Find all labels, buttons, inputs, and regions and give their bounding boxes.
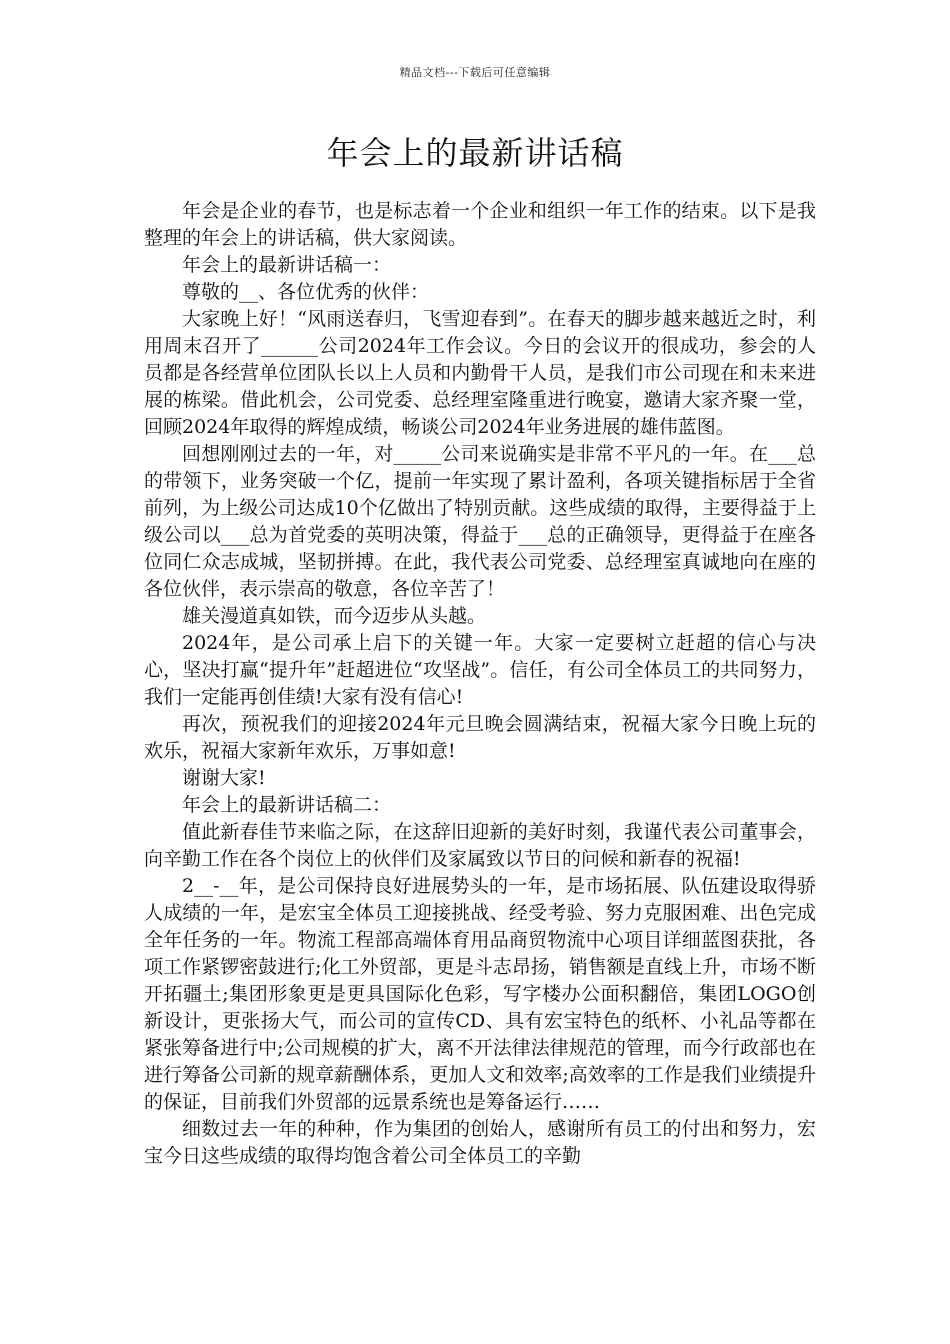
paragraph-new-year-greeting: 值此新春佳节来临之际，在这辞旧迎新的美好时刻，我谨代表公司董事会，向辛勤工作在各个岗位上的伙伴们及家属致以节日的问候和新春的祝福! xyxy=(144,821,816,870)
paragraph-review: 回想刚刚过去的一年，对_____公司来说确实是非常不平凡的一年。在___总的带领下，业务突破一个亿，提前一年实现了累计盈利，各项关键指标居于全省前列，为上级公司达成10个亿做出了特别贡献。这些成绩的取得，主要得益于上级公司以___总为首党委的英明决策，得益于___总的正确领导，更得益于在座各位同仁众志成城，坚韧拼搏。在此，我代表公司党委、总经理室真诚地向在座的各位伙伴，表示崇高的敬意，各位辛苦了！ xyxy=(144,443,816,600)
paragraph-quote: 雄关漫道真如铁，而今迈步从头越。 xyxy=(182,605,487,627)
paragraph-thanks: 谢谢大家! xyxy=(182,767,266,789)
paragraph-achievements: 2__-__年，是公司保持良好进展势头的一年，是市场拓展、队伍建设取得骄人成绩的一年，是宏宝全体员工迎接挑战、经受考验、努力克服困难、出色完成全年任务的一年。物流工程部高端体育用品商贸物流中心项目详细蓝图获批，各项工作紧锣密鼓进行;化工外贸部，更是斗志昂扬，销售额是直线上升，市场不断开拓疆土;集团形象更是更具国际化色彩，写字楼办公面积翻倍，集团LOGO创新设计，更张扬大气，而公司的宣传CD、具有宏宝特色的纸杯、小礼品等都在紧张筹备进行中;公司规模的扩大，离不开法律法律规范的管理，而今行政部也在进行筹备公司新的规章薪酬体系，更加人文和效率;高效率的工作是我们业绩提升的保证，目前我们外贸部的远景系统也是筹备运行…… xyxy=(144,875,816,1113)
paragraph-intro: 年会是企业的春节，也是标志着一个企业和组织一年工作的结束。以下是我整理的年会上的讲话稿，供大家阅读。 xyxy=(144,200,816,249)
paragraph-salutation: 尊敬的__、各位优秀的伙伴： xyxy=(182,281,430,303)
document-body xyxy=(144,198,816,1170)
paragraph-outlook: 2024年，是公司承上启下的关键一年。大家一定要树立赶超的信心与决心，坚决打赢“提升年”赶超进位“攻坚战”。信任，有公司全体员工的共同努力，我们一定能再创佳绩!大家有没有信心! xyxy=(144,632,816,708)
paragraph-gratitude: 细数过去一年的种种，作为集团的创始人，感谢所有员工的付出和努力，宏宝今日这些成绩的取得均饱含着公司全体员工的辛勤 xyxy=(144,1118,816,1167)
paragraph-speech-one-heading: 年会上的最新讲话稿一： xyxy=(182,254,392,276)
document-title: 年会上的最新讲话稿 xyxy=(326,134,624,172)
paragraph-wishes: 再次，预祝我们的迎接2024年元旦晚会圆满结束，祝福大家今日晚上玩的欢乐，祝福大家新年欢乐，万事如意! xyxy=(144,713,816,762)
paragraph-speech-two-heading: 年会上的最新讲话稿二： xyxy=(182,794,392,816)
paragraph-greeting: 大家晚上好！“风雨送春归，飞雪迎春到”。在春天的脚步越来越近之时，利用周末召开了______公司2024年工作会议。今日的会议开的很成功，参会的人员都是各经营单位团队长以上人员和内勤骨干人员，是我们市公司现在和未来进展的栋梁。借此机会，公司党委、总经理室隆重进行晚宴，邀请大家齐聚一堂，回顾2024年取得的辉煌成绩，畅谈公司2024年业务进展的雄伟蓝图。 xyxy=(144,308,816,438)
page-header: 精品文档---下载后可任意编辑 xyxy=(399,66,551,79)
